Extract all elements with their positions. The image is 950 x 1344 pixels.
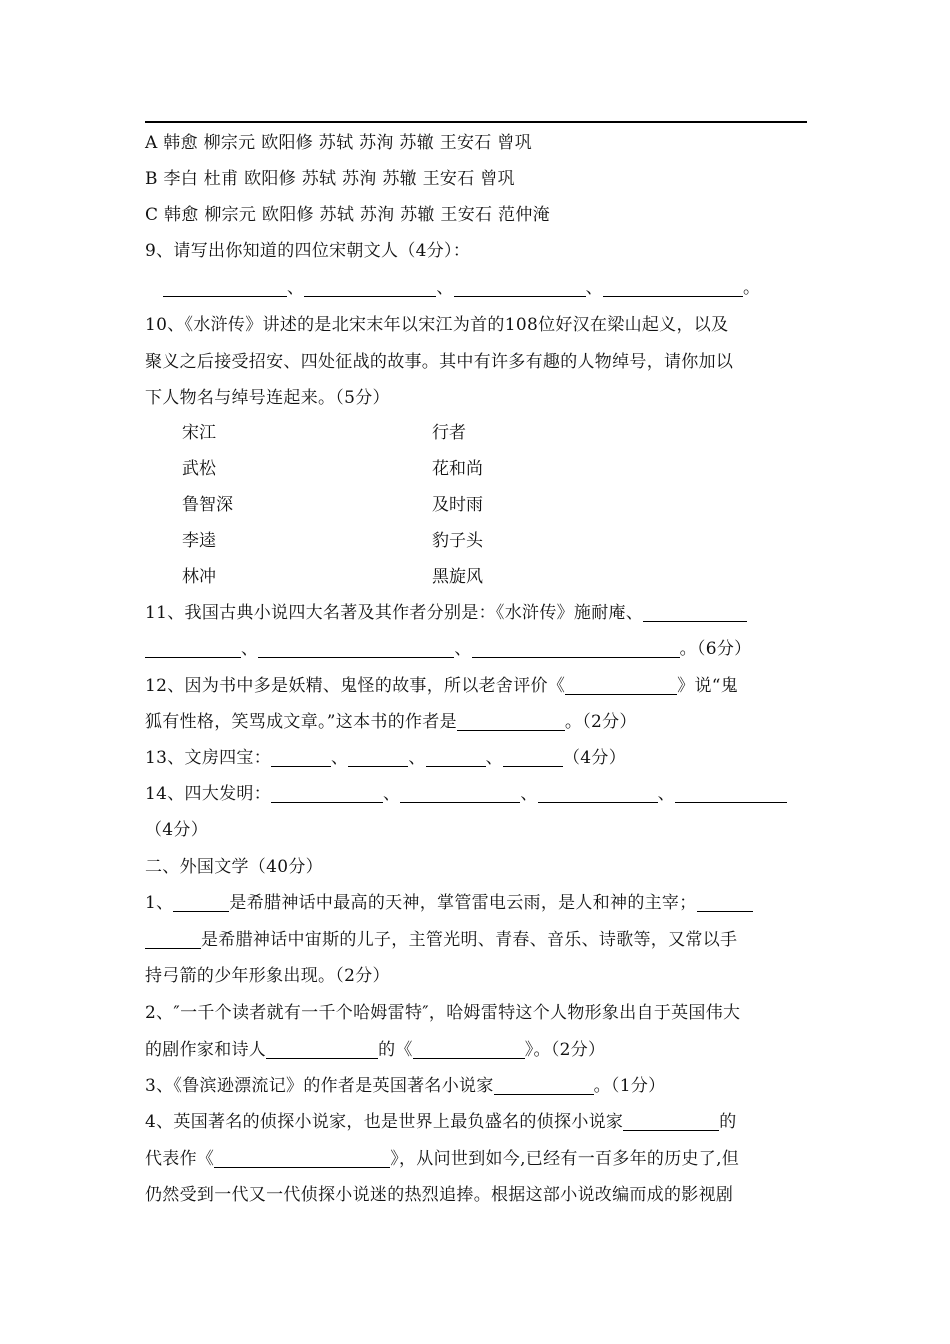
match-name[interactable]: 林冲 [182, 567, 216, 587]
match-name[interactable]: 宋江 [182, 423, 216, 443]
answer-blank[interactable] [643, 603, 747, 622]
answer-blank[interactable] [413, 1040, 525, 1059]
q9-prompt: 9、请写出你知道的四位宋朝文人（4分）： [145, 241, 471, 261]
answer-blank[interactable] [271, 748, 331, 767]
answer-blank[interactable] [173, 893, 229, 912]
q10-line-1: 10、《水浒传》讲述的是北宋末年以宋江为首的108位好汉在梁山起义，以及 [145, 315, 729, 335]
top-rule [145, 121, 807, 123]
answer-blank[interactable] [348, 748, 408, 767]
answer-blank[interactable] [603, 278, 743, 297]
f4-line-3: 仍然受到一代又一代侦探小说迷的热烈追捧。根据这部小说改编而成的影视剧 [145, 1185, 734, 1205]
match-nickname[interactable]: 行者 [432, 423, 466, 443]
q14-score: （4分） [145, 820, 209, 840]
answer-blank[interactable] [304, 278, 436, 297]
q12-line-1: 12、因为书中多是妖精、鬼怪的故事，所以老舍评价《 》说“鬼 [145, 676, 739, 696]
answer-blank[interactable] [565, 676, 677, 695]
q11-line-1: 11、我国古典小说四大名著及其作者分别是：《水浒传》施耐庵、 [145, 601, 747, 625]
answer-blank[interactable] [494, 1076, 594, 1095]
match-nickname[interactable]: 及时雨 [432, 495, 483, 515]
answer-blank[interactable] [145, 639, 241, 658]
f3-line: 3、《鲁滨逊漂流记》的作者是英国著名小说家 。（1分） [145, 1076, 666, 1096]
answer-blank[interactable] [258, 639, 454, 658]
match-nickname[interactable]: 花和尚 [432, 459, 483, 479]
option-b: B 李白 杜甫 欧阳修 苏轼 苏洵 苏辙 王安石 曾巩 [145, 169, 515, 189]
f2-line-2: 的剧作家和诗人 的《 》。（2分） [145, 1040, 606, 1060]
answer-blank[interactable] [163, 278, 287, 297]
f1-line-2: 是希腊神话中宙斯的儿子，主管光明、青春、音乐、诗歌等，又常以手 [145, 928, 737, 952]
answer-blank[interactable] [623, 1112, 719, 1131]
answer-blank[interactable] [145, 930, 201, 949]
match-nickname[interactable]: 豹子头 [432, 531, 483, 551]
match-name[interactable]: 武松 [182, 459, 216, 479]
answer-blank[interactable] [400, 784, 520, 803]
f4-line-2: 代表作《 》，从问世到如今,已经有一百多年的历史了,但 [145, 1149, 740, 1169]
answer-blank[interactable] [457, 712, 565, 731]
match-nickname[interactable]: 黑旋风 [432, 567, 483, 587]
q9-answer-line: 、 、 、 。 [163, 276, 760, 300]
answer-blank[interactable] [503, 748, 563, 767]
option-c: C 韩愈 柳宗元 欧阳修 苏轼 苏洵 苏辙 王安石 范仲淹 [145, 205, 550, 225]
option-a: A 韩愈 柳宗元 欧阳修 苏轼 苏洵 苏辙 王安石 曾巩 [145, 133, 532, 153]
section-2-heading: 二、外国文学（40分） [145, 857, 323, 877]
answer-blank[interactable] [426, 748, 486, 767]
answer-blank[interactable] [266, 1040, 378, 1059]
f1-line-3: 持弓箭的少年形象出现。（2分） [145, 966, 390, 986]
answer-blank[interactable] [675, 784, 787, 803]
q13-line: 13、文房四宝： 、 、 、 （4分） [145, 748, 627, 768]
f1-line-1: 1、 是希腊神话中最高的天神，掌管雷电云雨，是人和神的主宰； [145, 891, 753, 915]
q12-line-2: 狐有性格，笑骂成文章。”这本书的作者是 。（2分） [145, 712, 637, 732]
f4-line-1: 4、英国著名的侦探小说家，也是世界上最负盛名的侦探小说家 的 [145, 1112, 737, 1132]
answer-blank[interactable] [472, 639, 680, 658]
q10-line-3: 下人物名与绰号连起来。（5分） [145, 388, 390, 408]
q10-line-2: 聚义之后接受招安、四处征战的故事。其中有许多有趣的人物绰号，请你加以 [145, 352, 734, 372]
q11-line-2: 、 、 。（6分） [145, 637, 751, 661]
answer-blank[interactable] [214, 1149, 390, 1168]
match-name[interactable]: 鲁智深 [182, 495, 233, 515]
answer-blank[interactable] [538, 784, 658, 803]
answer-blank[interactable] [697, 893, 753, 912]
answer-blank[interactable] [271, 784, 383, 803]
answer-blank[interactable] [454, 278, 586, 297]
match-name[interactable]: 李逵 [182, 531, 216, 551]
q14-line: 14、四大发明： 、 、 、 [145, 782, 787, 806]
f2-line-1: 2、″一千个读者就有一千个哈姆雷特″，哈姆雷特这个人物形象出自于英国伟大 [145, 1003, 741, 1023]
